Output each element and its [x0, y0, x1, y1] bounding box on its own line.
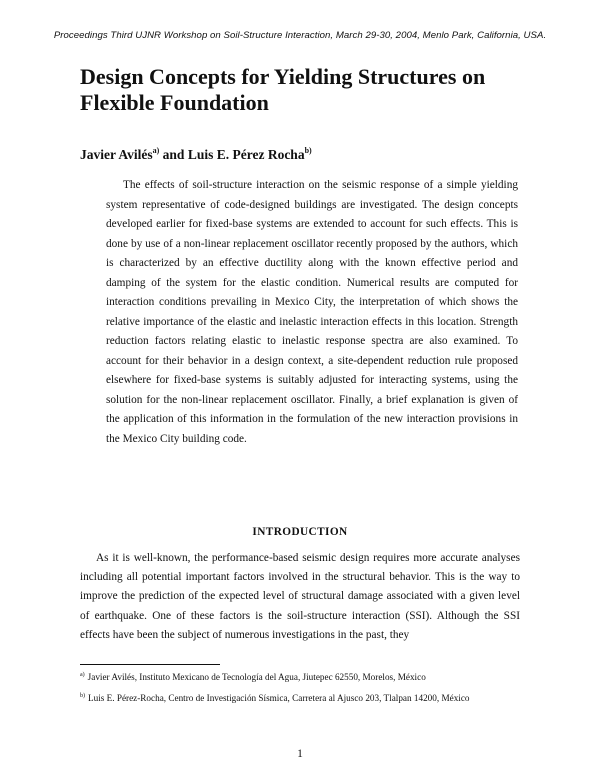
author-list: [80, 146, 540, 163]
footnote-mark: a): [80, 672, 85, 678]
footnote-b: [80, 693, 540, 703]
running-header: Proceedings Third UJNR Workshop on Soil-Structure Interaction, March 29-30, 2004, Menlo Park, California, USA.: [53, 30, 547, 41]
author-name: Luis E. Pérez Rocha: [187, 147, 305, 162]
author-joiner: and: [159, 147, 188, 162]
footnote-divider: [80, 664, 220, 665]
footnote-text: Javier Avilés, Instituto Mexicano de Tecnología del Agua, Jiutepec 62550, Morelos, México: [87, 672, 426, 682]
author-affiliation-mark: b): [304, 146, 312, 155]
footnote-text: Luis E. Pérez-Rocha, Centro de Investigación Sísmica, Carretera al Ajusco 203, Tlalpan 14200, México: [88, 693, 470, 703]
page-number: 1: [297, 748, 303, 760]
footnote-a: [80, 672, 540, 682]
footnote-mark: b): [80, 693, 85, 699]
intro-paragraph: As it is well-known, the performance-based seismic design requires more accurate analyses including all potential important factors involved in the structural behavior. This is the way to improve the prediction of the expected level of structural damage associated with a given level of earthquake. One of these factors is the soil-structure interaction (SSI). Although the SSI effects have been the subject of numerous investigations in the past, they: [80, 552, 520, 641]
author-name: Javier Avilés: [80, 147, 153, 162]
abstract: The effects of soil-structure interaction on the seismic response of a simple yielding system representative of code-designed buildings are investigated. The design concepts developed earlier for fixed-base systems are extended to account for such effects. This is done by use of a non-linear replacement oscillator recently proposed by the authors, which is characterized by an effective ductility along with the known effective period and damping of the system for the elastic condition. Numerical results are computed for interaction conditions prevailing in Mexico City, the interpretation of which shows the relative importance of the elastic and inelastic interaction effects in this location. Strength reduction factors relating elastic to inelastic response spectra are also examined. To account for their behavior in a design context, a site-dependent reduction rule proposed elsewhere for fixed-base systems is suitably adjusted for interacting systems, using the solution for the non-linear replacement oscillator. Finally, a brief explanation is given of the application of this information in the formulation of the new interaction provisions in the Mexico City building code.: [106, 179, 518, 445]
section-heading-introduction: INTRODUCTION: [252, 526, 348, 538]
paper-title: Design Concepts for Yielding Structures on Flexible Foundation: [80, 64, 486, 115]
author-affiliation-mark: a): [152, 146, 160, 155]
